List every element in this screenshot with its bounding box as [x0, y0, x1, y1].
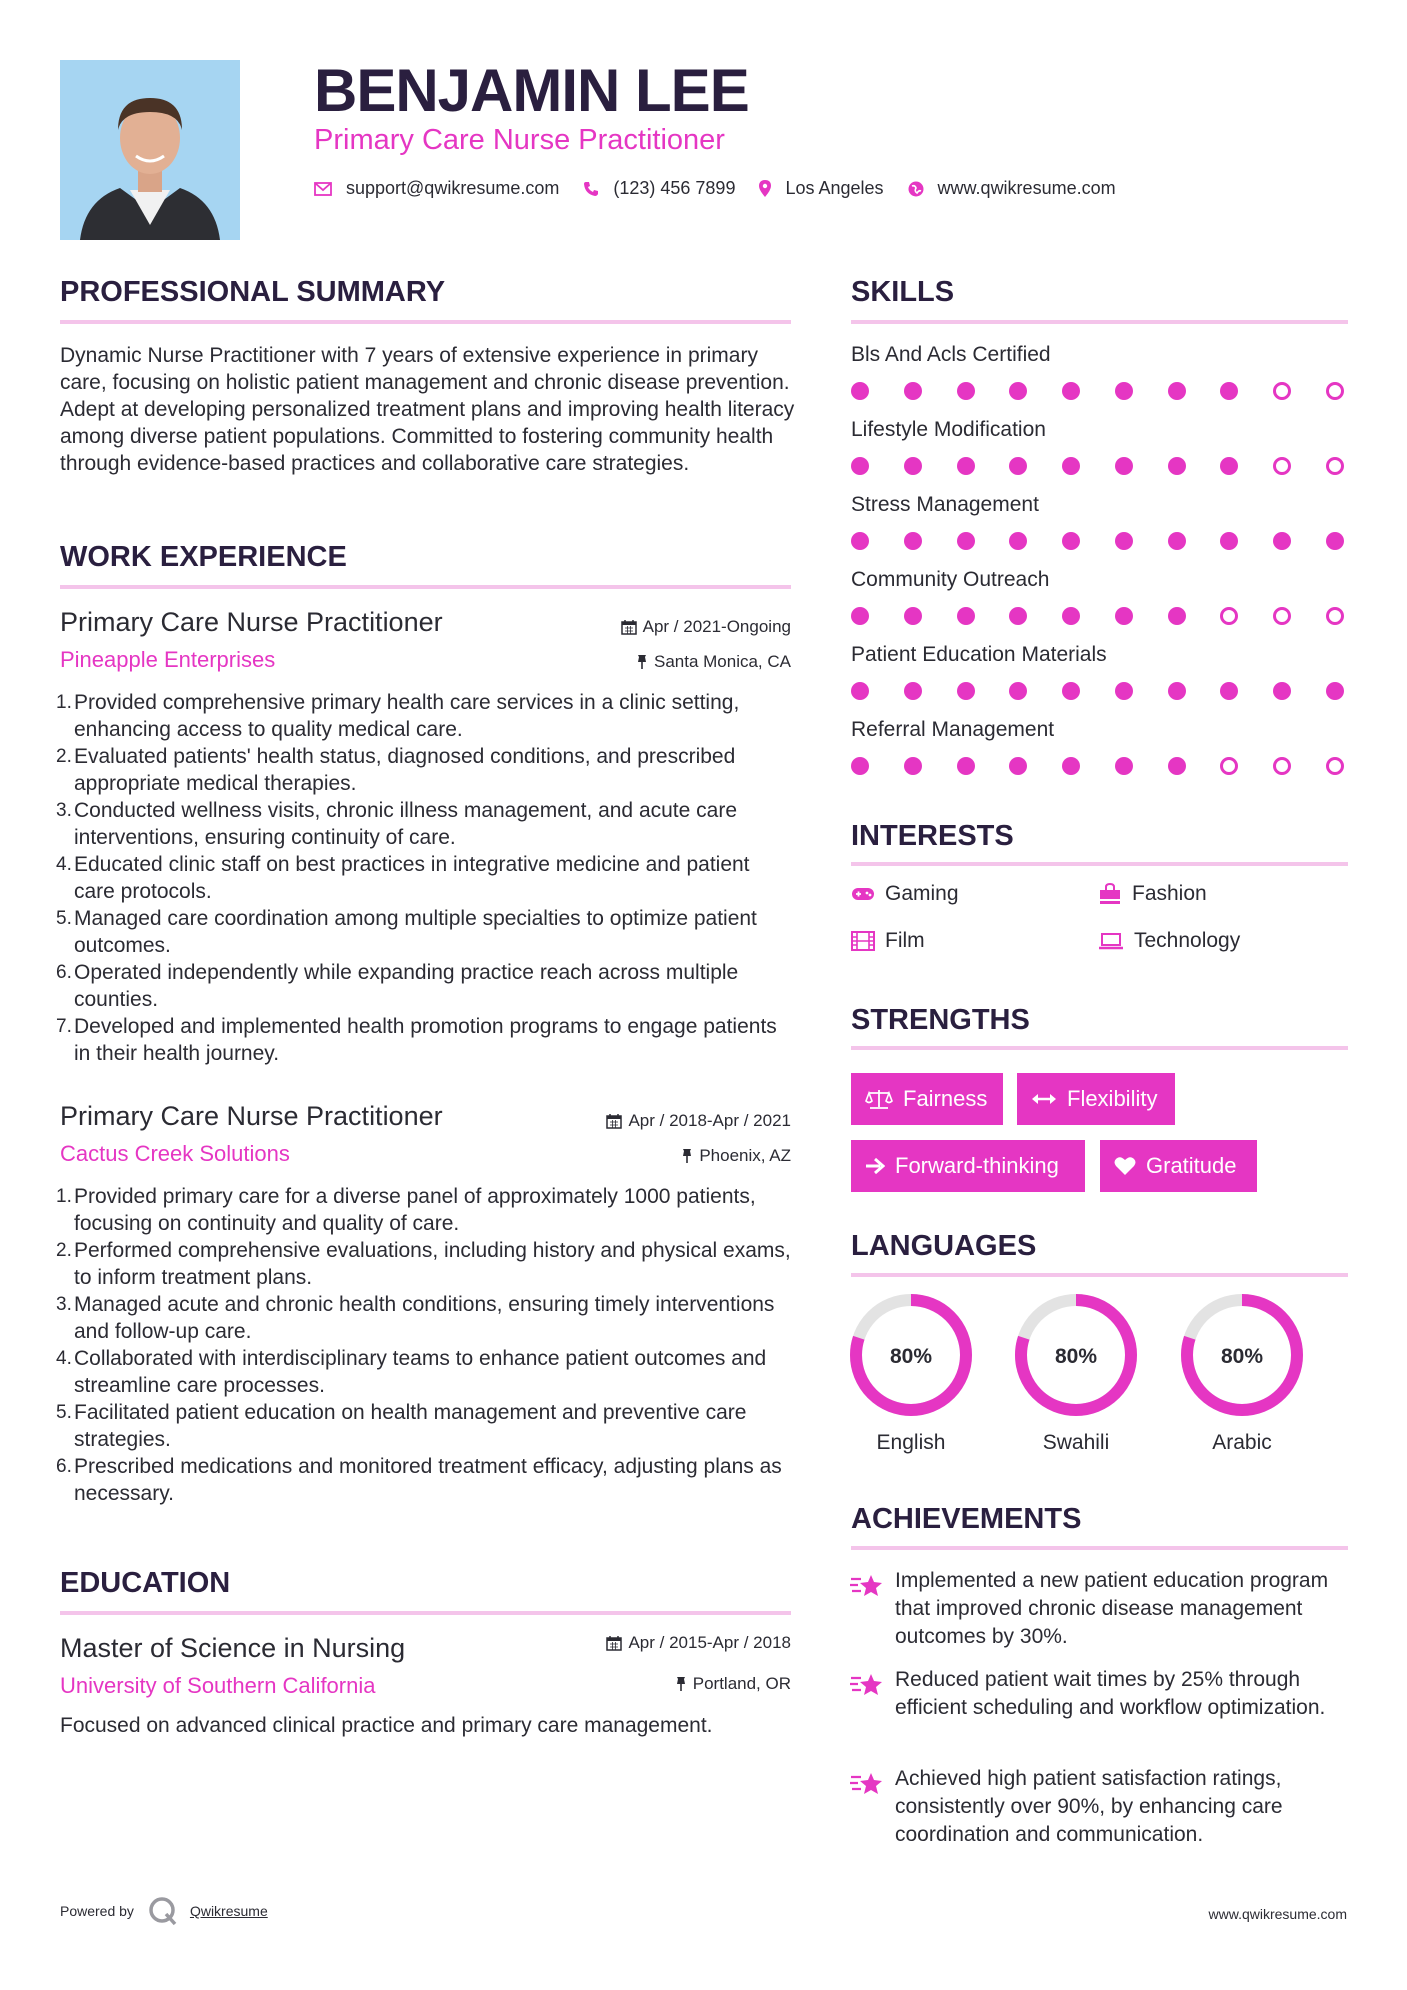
skill-dot-filled — [1009, 382, 1027, 400]
skill-dot-filled — [1168, 607, 1186, 625]
skill-dot-filled — [904, 382, 922, 400]
duty-item: Managed care coordination among multiple specialties to optimize patient outcomes. — [74, 907, 757, 957]
duty-item: Facilitated patient education on health management and preventive care strategies. — [74, 1401, 747, 1451]
job-duties — [56, 689, 796, 1067]
skill-name: Stress Management — [851, 493, 1039, 516]
interest-label: Fashion — [1132, 882, 1207, 905]
interest-label: Gaming — [885, 882, 959, 905]
duty-item: Provided primary care for a diverse panel of approximately 1000 patients, focusing on continuity and quality of care. — [74, 1185, 756, 1235]
skill-rating — [851, 382, 1344, 400]
footer-powered — [60, 1896, 268, 1926]
duty-item: Educated clinic staff on best practices in integrative medicine and patient care protocols. — [74, 853, 750, 903]
summary-heading: PROFESSIONAL SUMMARY — [60, 276, 446, 308]
skill-name: Patient Education Materials — [851, 643, 1107, 666]
contact-phone-text: (123) 456 7899 — [613, 178, 736, 198]
skill-dot-filled — [1009, 682, 1027, 700]
job-date-text: Apr / 2021-Ongoing — [642, 617, 791, 636]
education-location — [675, 1674, 791, 1694]
language-ring — [1180, 1293, 1304, 1417]
skill-dot-filled — [1009, 757, 1027, 775]
school-name: University of Southern California — [60, 1673, 376, 1698]
contact-bar — [314, 178, 1140, 199]
duty-item: Provided comprehensive primary health care services in a clinic setting, enhancing access to quality medical care. — [74, 691, 740, 741]
candidate-role: Primary Care Nurse Practitioner — [314, 124, 725, 156]
skills-divider — [851, 320, 1348, 324]
skills-heading: SKILLS — [851, 276, 955, 308]
skill-dot-filled — [851, 532, 869, 550]
duty-item: Performed comprehensive evaluations, including history and physical exams, to inform treatment plans. — [74, 1239, 791, 1289]
skill-dot-filled — [1062, 682, 1080, 700]
skill-dot-filled — [1115, 607, 1133, 625]
heart-icon — [1114, 1156, 1136, 1176]
skill-dot-filled — [1220, 382, 1238, 400]
skill-dot-filled — [1115, 457, 1133, 475]
language-item — [1180, 1293, 1304, 1455]
skill-dot-empty — [1326, 607, 1344, 625]
education-heading: EDUCATION — [60, 1567, 231, 1599]
skill-dot-filled — [1168, 682, 1186, 700]
envelope-icon — [314, 182, 332, 196]
skill-dot-filled — [1168, 457, 1186, 475]
skill-dot-filled — [1115, 532, 1133, 550]
achievement-item — [849, 1567, 1349, 1651]
duty-item: Conducted wellness visits, chronic illness management, and acute care interventions, ensuring continuity of care. — [74, 799, 738, 849]
achievement-item — [849, 1666, 1349, 1722]
strength-label: Flexibility — [1067, 1086, 1158, 1111]
qwikresume-logo-icon — [148, 1896, 178, 1926]
language-ring — [849, 1293, 973, 1417]
skill-dot-empty — [1220, 757, 1238, 775]
duty-item: Operated independently while expanding practice reach across multiple counties. — [74, 961, 739, 1011]
skill-dot-empty — [1326, 382, 1344, 400]
interest-gaming — [851, 882, 959, 906]
skill-dot-filled — [904, 757, 922, 775]
skill-dot-filled — [957, 607, 975, 625]
job-title: Primary Care Nurse Practitioner — [60, 607, 443, 637]
film-icon — [851, 931, 875, 951]
strength-badge — [851, 1073, 1003, 1125]
skill-dot-filled — [1062, 382, 1080, 400]
languages-divider — [851, 1273, 1348, 1277]
calendar-icon — [621, 619, 637, 635]
skill-dot-empty — [1273, 457, 1291, 475]
skill-dot-empty — [1273, 757, 1291, 775]
language-percent: 80% — [889, 1345, 933, 1368]
skill-dot-filled — [957, 757, 975, 775]
duty-item: Evaluated patients' health status, diagnosed conditions, and prescribed appropriate medical therapies. — [74, 745, 736, 795]
skill-dot-filled — [851, 607, 869, 625]
duty-item: Managed acute and chronic health conditions, ensuring timely interventions and follow-up care. — [74, 1293, 775, 1343]
contact-location — [759, 178, 883, 199]
language-percent: 80% — [1220, 1345, 1264, 1368]
skill-dot-filled — [904, 532, 922, 550]
achievements-heading: ACHIEVEMENTS — [851, 1503, 1082, 1535]
skill-dot-filled — [1326, 532, 1344, 550]
language-item — [849, 1293, 973, 1455]
skill-dot-empty — [1273, 382, 1291, 400]
skill-rating — [851, 757, 1344, 775]
language-item — [1014, 1293, 1138, 1455]
skill-dot-filled — [1220, 532, 1238, 550]
strength-label: Gratitude — [1146, 1153, 1237, 1178]
pin-icon — [681, 1148, 693, 1164]
language-percent: 80% — [1054, 1345, 1098, 1368]
achievement-text: Reduced patient wait times by 25% through efficient scheduling and workflow optimization. — [895, 1668, 1326, 1719]
contact-email-text: support@qwikresume.com — [346, 178, 560, 198]
interest-technology — [1098, 929, 1240, 953]
laptop-icon — [1098, 932, 1124, 950]
footer-url[interactable]: www.qwikresume.com — [1208, 1906, 1347, 1922]
experience-heading: WORK EXPERIENCE — [60, 541, 347, 573]
skill-dot-filled — [851, 382, 869, 400]
summary-divider — [60, 320, 791, 324]
degree-title: Master of Science in Nursing — [60, 1633, 406, 1663]
strength-label: Fairness — [903, 1086, 988, 1111]
skill-dot-filled — [1326, 682, 1344, 700]
skill-dot-filled — [1273, 682, 1291, 700]
education-location-text: Portland, OR — [692, 1674, 791, 1693]
education-date-text: Apr / 2015-Apr / 2018 — [628, 1633, 791, 1652]
brand-link[interactable]: Qwikresume — [189, 1903, 268, 1919]
job-date — [606, 1111, 791, 1131]
pin-icon — [636, 654, 648, 670]
interest-label: Technology — [1134, 929, 1241, 952]
education-description: Focused on advanced clinical practice and primary care management. — [60, 1714, 713, 1737]
experience-divider — [60, 585, 791, 589]
achievement-text: Implemented a new patient education program that improved chronic disease management outcomes by 30%. — [895, 1569, 1329, 1648]
job-date — [621, 617, 791, 637]
education-date — [606, 1633, 791, 1653]
interest-label: Film — [885, 929, 925, 952]
candidate-name: BENJAMIN LEE — [314, 57, 749, 124]
job-location — [681, 1146, 791, 1166]
skill-rating — [851, 682, 1344, 700]
languages-heading: LANGUAGES — [851, 1230, 1037, 1262]
job-location-text: Santa Monica, CA — [653, 652, 791, 671]
language-name: English — [876, 1431, 946, 1454]
skill-dot-filled — [1168, 382, 1186, 400]
contact-website-text: www.qwikresume.com — [937, 178, 1116, 198]
strengths-divider — [851, 1046, 1348, 1050]
skill-dot-filled — [1115, 382, 1133, 400]
skill-dot-filled — [904, 607, 922, 625]
education-divider — [60, 1611, 791, 1615]
skill-dot-filled — [957, 382, 975, 400]
job-title: Primary Care Nurse Practitioner — [60, 1101, 443, 1131]
language-ring — [1014, 1293, 1138, 1417]
skill-name: Bls And Acls Certified — [851, 343, 1051, 366]
shooting-star-icon — [849, 1571, 883, 1599]
job-company: Pineapple Enterprises — [60, 647, 276, 672]
contact-website[interactable] — [908, 178, 1116, 199]
double-arrow-icon — [1031, 1092, 1057, 1106]
achievements-divider — [851, 1546, 1348, 1550]
skill-name: Community Outreach — [851, 568, 1050, 591]
summary-text: Dynamic Nurse Practitioner with 7 years of extensive experience in primary care, focusing on holistic patient management and chronic disease prevention. Adept at developing personalized treatment plans and improving health literacy among diverse patient populations. Committed to fostering community health through evidence-based practices and collaborative care strategies. — [60, 344, 795, 475]
calendar-icon — [606, 1113, 622, 1129]
strength-badge — [851, 1140, 1085, 1192]
arrow-right-icon — [865, 1157, 885, 1175]
skill-dot-filled — [904, 457, 922, 475]
contact-phone[interactable] — [583, 178, 735, 199]
skill-dot-filled — [1220, 682, 1238, 700]
job-duties — [56, 1183, 796, 1507]
strength-badge — [1017, 1073, 1175, 1125]
language-name: Swahili — [1042, 1431, 1110, 1454]
language-name: Arabic — [1212, 1431, 1272, 1454]
strength-label: Forward-thinking — [895, 1153, 1059, 1178]
shopping-bag-icon — [1098, 883, 1122, 905]
contact-email[interactable] — [314, 178, 559, 199]
skill-dot-filled — [1062, 607, 1080, 625]
skill-dot-empty — [1220, 607, 1238, 625]
shooting-star-icon — [849, 1670, 883, 1698]
skill-dot-filled — [851, 682, 869, 700]
skill-dot-filled — [851, 457, 869, 475]
skill-dot-filled — [1115, 682, 1133, 700]
duty-item: Prescribed medications and monitored treatment efficacy, adjusting plans as necessary. — [74, 1455, 782, 1505]
strengths-heading: STRENGTHS — [851, 1004, 1030, 1036]
skill-dot-filled — [1220, 457, 1238, 475]
skill-rating — [851, 457, 1344, 475]
gamepad-icon — [851, 886, 875, 902]
skill-dot-filled — [1009, 532, 1027, 550]
skill-dot-filled — [1062, 532, 1080, 550]
skill-dot-filled — [1062, 457, 1080, 475]
strength-badge — [1100, 1140, 1257, 1192]
skill-dot-filled — [957, 457, 975, 475]
interest-fashion — [1098, 882, 1207, 906]
phone-icon — [583, 181, 599, 197]
skill-dot-filled — [957, 532, 975, 550]
globe-icon — [908, 181, 924, 197]
skill-dot-filled — [851, 757, 869, 775]
skill-dot-filled — [1168, 757, 1186, 775]
profile-photo — [60, 60, 240, 240]
skill-dot-filled — [1062, 757, 1080, 775]
job-location-text: Phoenix, AZ — [699, 1146, 791, 1165]
interests-divider — [851, 862, 1348, 866]
achievement-text: Achieved high patient satisfaction ratings, consistently over 90%, by enhancing care coordination and communication. — [895, 1767, 1283, 1846]
powered-by-text: Powered by — [60, 1903, 134, 1919]
shooting-star-icon — [849, 1769, 883, 1797]
skill-name: Referral Management — [851, 718, 1055, 741]
skill-dot-filled — [1009, 457, 1027, 475]
map-marker-icon — [759, 180, 771, 197]
skill-dot-filled — [957, 682, 975, 700]
skill-dot-filled — [1009, 607, 1027, 625]
calendar-icon — [606, 1635, 622, 1651]
balance-scale-icon — [865, 1088, 893, 1110]
interest-film — [851, 929, 925, 953]
skill-rating — [851, 532, 1344, 550]
skill-dot-filled — [904, 682, 922, 700]
contact-location-text: Los Angeles — [785, 178, 884, 198]
skill-dot-empty — [1273, 607, 1291, 625]
pin-icon — [675, 1676, 687, 1692]
skill-dot-filled — [1115, 757, 1133, 775]
achievement-item — [849, 1765, 1349, 1849]
skill-dot-filled — [1273, 532, 1291, 550]
skill-dot-empty — [1326, 757, 1344, 775]
interests-heading: INTERESTS — [851, 820, 1014, 852]
job-date-text: Apr / 2018-Apr / 2021 — [628, 1111, 791, 1130]
job-company: Cactus Creek Solutions — [60, 1141, 290, 1166]
skill-name: Lifestyle Modification — [851, 418, 1046, 441]
duty-item: Collaborated with interdisciplinary teams to enhance patient outcomes and streamline care processes. — [74, 1347, 767, 1397]
job-location — [636, 652, 791, 672]
skill-dot-filled — [1168, 532, 1186, 550]
skill-rating — [851, 607, 1344, 625]
skill-dot-empty — [1326, 457, 1344, 475]
duty-item: Developed and implemented health promotion programs to engage patients in their health journey. — [74, 1015, 777, 1065]
